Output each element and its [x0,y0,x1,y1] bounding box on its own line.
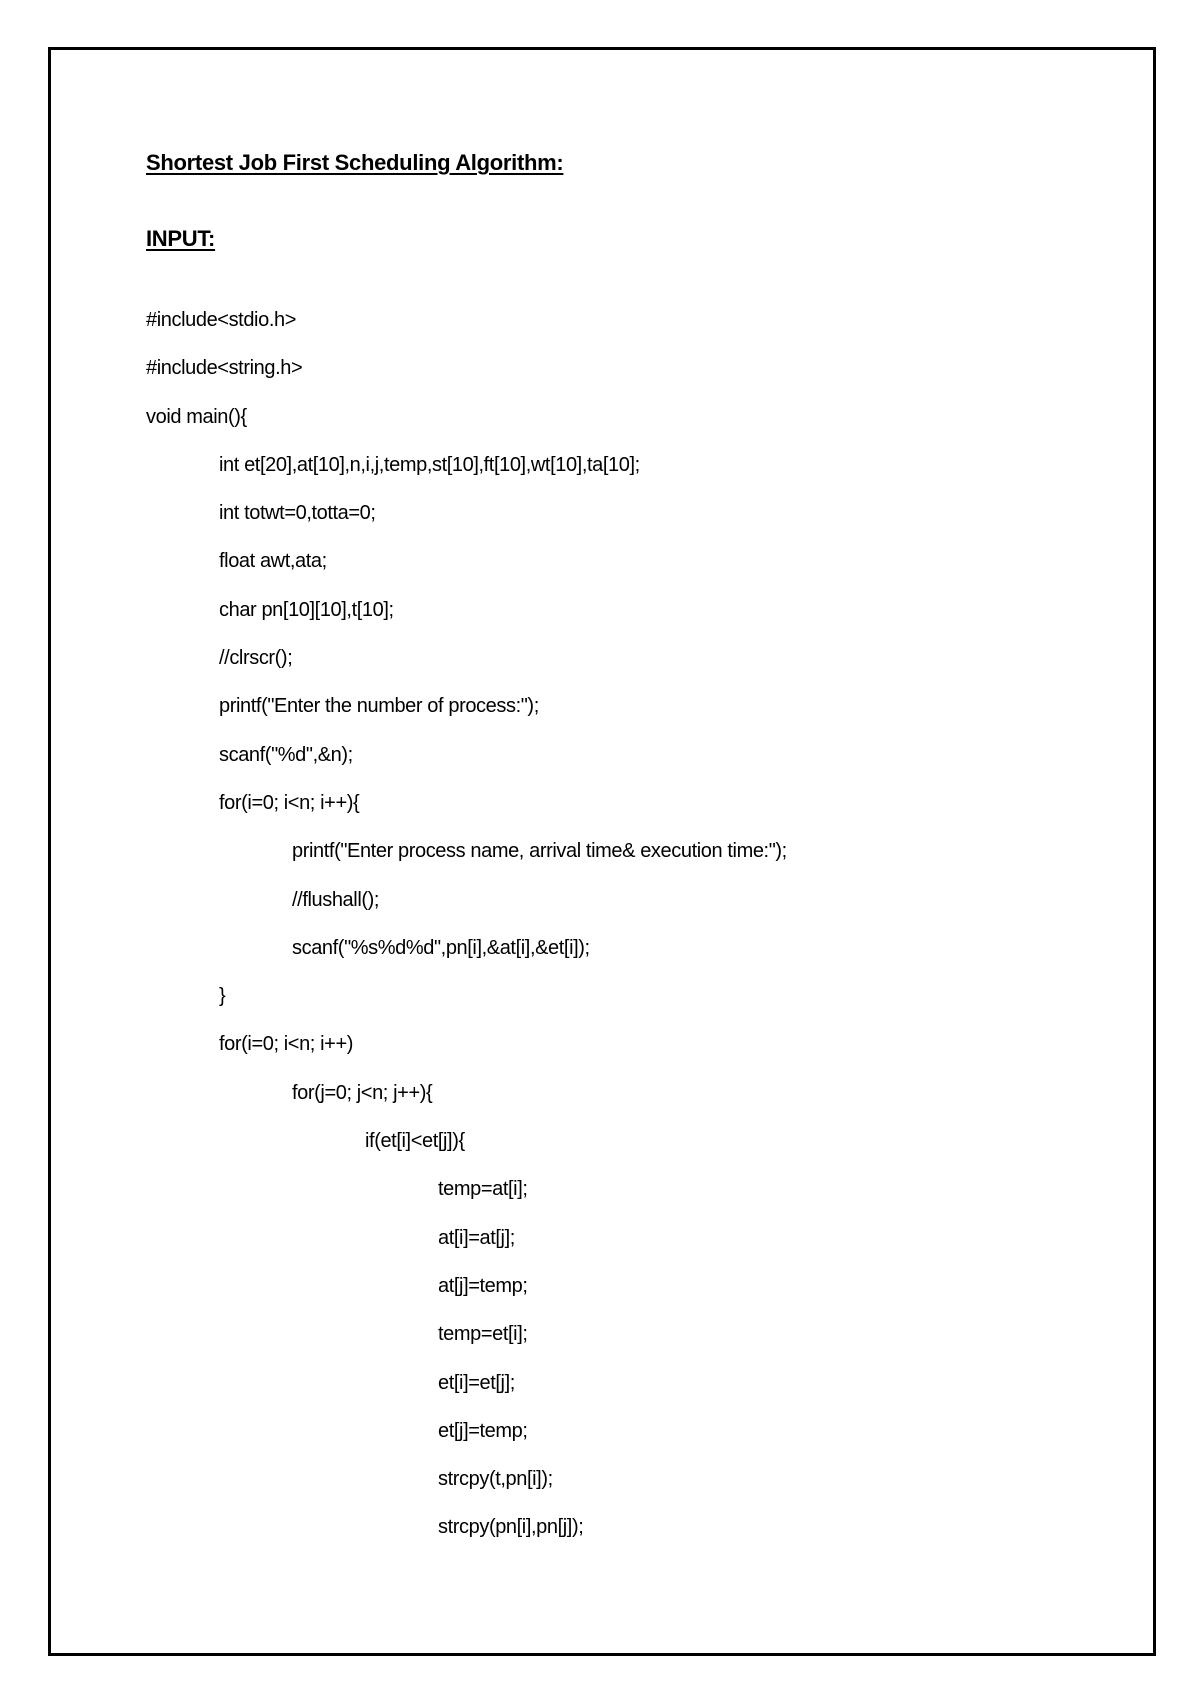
code-line: temp=et[i]; [438,1323,528,1346]
code-line: char pn[10][10],t[10]; [219,598,394,621]
code-line: #include<string.h> [146,357,303,380]
code-line: int et[20],at[10],n,i,j,temp,st[10],ft[10],wt[10],ta[10]; [219,453,640,476]
code-line: int totwt=0,totta=0; [219,502,376,525]
code-block [146,308,787,1564]
code-line: et[i]=et[j]; [438,1371,515,1394]
code-line: //clrscr(); [219,647,293,670]
code-line: printf("Enter process name, arrival time& execution time:"); [292,840,787,863]
input-label: INPUT: [146,226,216,251]
code-line: scanf("%s%d%d",pn[i],&at[i],&et[i]); [292,936,590,959]
code-line: //flushall(); [292,888,380,911]
code-line: if(et[i]<et[j]){ [365,1130,465,1153]
code-line: strcpy(pn[i],pn[j]); [438,1516,584,1539]
code-line: printf("Enter the number of process:"); [219,695,539,718]
document-title: Shortest Job First Scheduling Algorithm: [146,150,564,175]
code-line: strcpy(t,pn[i]); [438,1468,553,1491]
code-line: void main(){ [146,405,247,428]
code-line: } [219,985,226,1008]
code-line: for(i=0; i<n; i++){ [219,791,360,814]
code-line: et[j]=temp; [438,1419,528,1442]
code-line: scanf("%d",&n); [219,743,353,766]
code-line: temp=at[i]; [438,1178,528,1201]
code-line: at[i]=at[j]; [438,1226,515,1249]
code-line: float awt,ata; [219,550,327,573]
code-line: for(i=0; i<n; i++) [219,1033,353,1056]
code-line: for(j=0; j<n; j++){ [292,1081,433,1104]
code-line: at[j]=temp; [438,1274,528,1297]
code-line: #include<stdio.h> [146,309,296,331]
